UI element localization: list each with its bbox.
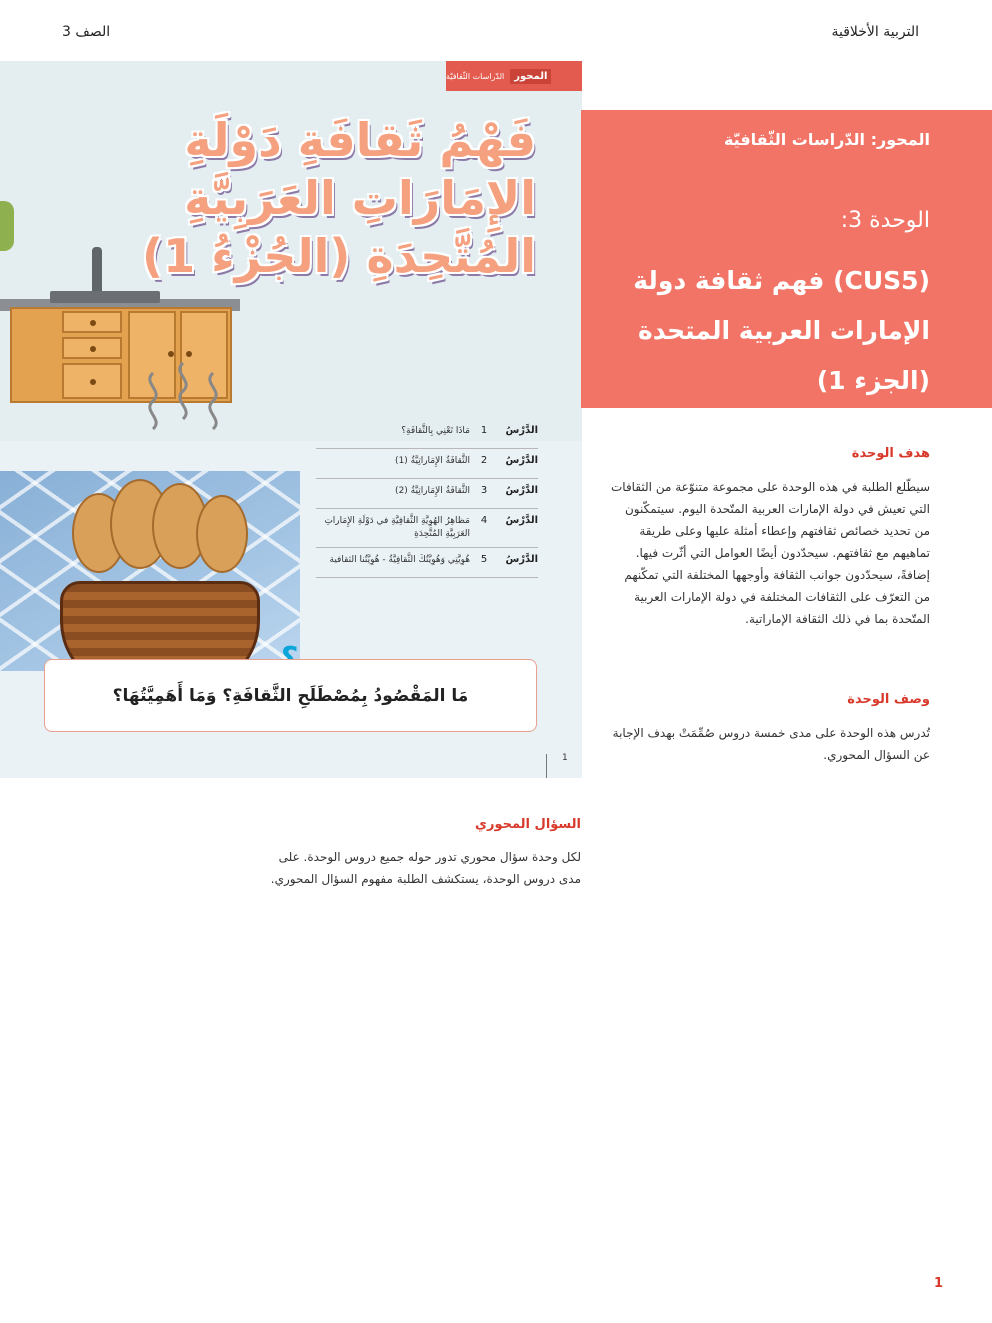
subject-title: التربية الأخلاقية (831, 24, 919, 40)
description-body: تُدرس هذه الوحدة على مدى خمسة دروس صُمِّمَتْ بهدف الإجابة عن السؤال المحوري. (612, 726, 930, 762)
page-number: 1 (933, 1276, 943, 1291)
lesson-label: الدَّرْسُ (505, 455, 538, 466)
description-heading: وصف الوحدة (847, 692, 930, 707)
central-question-text: مَا المَقْصُودُ بِمُصْطَلَحِ الثَّقافَةِ؟ وَمَا أَهَمِيَّتُهَا؟ (112, 685, 469, 706)
lesson-label: الدَّرْسُ (505, 425, 538, 436)
lesson-row (316, 419, 538, 449)
lesson-number: 2 (480, 455, 488, 466)
lesson-row (316, 548, 538, 578)
lesson-title: الثَّقافَةُ الإِمَاراتِيَّةُ (2) (395, 486, 470, 496)
lesson-row (316, 479, 538, 509)
drawer (62, 337, 122, 359)
tap-illustration (92, 247, 102, 295)
lesson-title: مَظاهِرُ الهُوِيَّةِ الثَّقافِيَّةِ في دَوْلَةِ الإِمَاراتِ العَرَبِيَّةِ المُتَّحِدَةِ (324, 516, 470, 539)
axis-tab-label: المحور (510, 69, 551, 84)
unit-title-box (581, 110, 992, 408)
lesson-number: 5 (480, 554, 488, 565)
central-question-heading: السؤال المحوري (475, 817, 581, 832)
steam-icon (140, 371, 166, 441)
grade-label: الصف 3 (62, 24, 111, 40)
drawer (62, 311, 122, 333)
lesson-title: هُوِيَّتِي وَهُوِيَّتُكَ الثَّقافِيَّةُ - هُوِيَّتُنا الثقافية (329, 555, 470, 565)
sink-illustration (50, 291, 160, 303)
page-number-divider (546, 754, 547, 778)
lesson-row (316, 509, 538, 548)
unit-title: (CUS5) فهم ثقافة دولة الإمارات العربية المتحدة (الجزء 1) (633, 266, 930, 395)
steam-icon (200, 371, 226, 441)
lesson-number: 4 (480, 515, 488, 526)
lesson-title: مَاذَا تَعْنِي بِالثَّقافَةِ؟ (401, 426, 470, 436)
lesson-label: الدَّرْسُ (505, 485, 538, 496)
book-page-title: فَهْمُ ثَقافَةِ دَوْلَةِ الإِمَارَاتِ العَرَبِيَّةِ المُتَّحِدَةِ (الجُزْءُ 1) (142, 113, 536, 283)
student-book-page (0, 61, 582, 778)
kitchen-cabinets (10, 307, 232, 403)
lesson-number: 1 (480, 425, 488, 436)
lesson-list (316, 419, 538, 578)
axis-tab (446, 61, 582, 91)
lesson-number: 3 (480, 485, 488, 496)
bread-illustration (196, 495, 248, 573)
axis-tab-name: الدّراسات الثّقافيّة (446, 71, 505, 81)
lesson-label: الدَّرْسُ (505, 515, 538, 526)
lesson-title: الثَّقافَةُ الإِمَاراتِيَّةُ (1) (395, 456, 470, 466)
cabinet-door (62, 363, 122, 399)
book-page-number: 1 (562, 753, 568, 763)
goal-heading: هدف الوحدة (851, 446, 930, 461)
lesson-row (316, 449, 538, 479)
unit-axis: المحور: الدّراسات الثّقافيّة (723, 130, 930, 149)
unit-number: الوحدة 3: (840, 208, 930, 233)
steam-icon (170, 361, 196, 431)
central-question-box (44, 659, 537, 732)
bottle-illustration (0, 201, 14, 251)
central-question-body: لكل وحدة سؤال محوري تدور حوله جميع دروس الوحدة. على مدى دروس الوحدة، يستكشف الطلبة مفهوم السؤال المحوري. (270, 850, 581, 886)
lesson-label: الدَّرْسُ (505, 554, 538, 565)
goal-body: سيطّلع الطلبة في هذه الوحدة على مجموعة متنوّعة من الثقافات التي تعيش في دولة الإمارات العربية المتّحدة اليوم. سيتمكّنون من تحديد خصائص ثقافتهم وإعطاء أمثلة عليها وعلى طريقة تماهيهم مع ثقافتهم. سيحدّدون أيضًا العوامل التي أثّرت فيها. إضافةً، سيحدّدون جوانب الثقافة وأوجهها المختلفة التي تمكّنهم من التعرّف على الثقافات المختلفة في دولة الإمارات العربية المتّحدة بما في ذلك الثقافة الإماراتية. (610, 480, 930, 626)
